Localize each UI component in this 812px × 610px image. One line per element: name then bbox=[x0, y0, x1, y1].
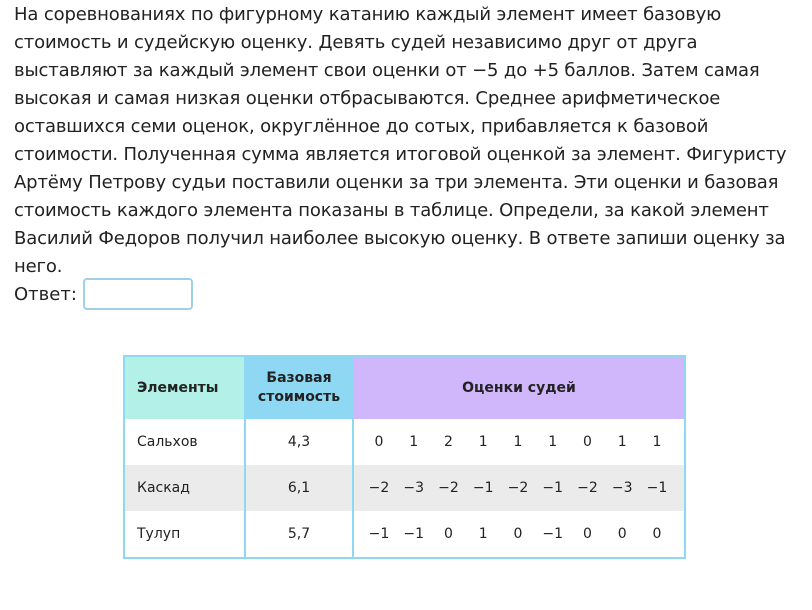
score-cell: 0 bbox=[374, 434, 384, 450]
score-cell: −2 bbox=[507, 480, 529, 496]
judge-scores bbox=[353, 465, 685, 511]
table-row bbox=[124, 419, 685, 465]
score-cell: 1 bbox=[652, 434, 662, 450]
header-base-cost bbox=[245, 356, 353, 419]
score-cell: −1 bbox=[542, 480, 564, 496]
table-header-row bbox=[124, 356, 685, 419]
score-cell: −3 bbox=[611, 480, 633, 496]
score-cell: 1 bbox=[513, 434, 523, 450]
header-base-line2: стоимость bbox=[257, 389, 341, 405]
score-cell: 1 bbox=[548, 434, 558, 450]
element-name: Каскад bbox=[124, 465, 245, 511]
score-cell: 1 bbox=[478, 434, 488, 450]
score-cell: 0 bbox=[444, 526, 453, 542]
base-cost: 6,1 bbox=[245, 465, 353, 511]
element-name: Тулуп bbox=[124, 511, 245, 558]
score-cell: 1 bbox=[478, 526, 488, 542]
base-cost: 4,3 bbox=[245, 419, 353, 465]
scores-table bbox=[123, 355, 686, 559]
table-row bbox=[124, 511, 685, 558]
score-cell: −1 bbox=[542, 526, 564, 542]
scores-row bbox=[364, 434, 672, 450]
header-elements: Элементы bbox=[124, 356, 245, 419]
element-name: Сальхов bbox=[124, 419, 245, 465]
score-cell: 1 bbox=[617, 434, 627, 450]
score-cell: 0 bbox=[583, 526, 592, 542]
answer-row bbox=[14, 276, 193, 312]
score-cell: 0 bbox=[617, 526, 627, 542]
score-cell: −1 bbox=[646, 480, 668, 496]
score-cell: −1 bbox=[368, 526, 390, 542]
score-cell: −3 bbox=[403, 480, 425, 496]
judge-scores bbox=[353, 419, 685, 465]
score-cell: 1 bbox=[409, 434, 419, 450]
header-judge-scores: Оценки судей bbox=[353, 356, 685, 419]
scores-row bbox=[364, 480, 672, 496]
score-cell: 2 bbox=[444, 434, 453, 450]
score-cell: 0 bbox=[652, 526, 662, 542]
problem-text: На соревнованиях по фигурному катанию каждый элемент имеет базовую стоимость и судейскую оценку. Девять судей независимо друг от друга выставляют за каждый элемент свои оценки от −5 до +5 баллов. Затем самая высокая и самая низкая оценки отбрасываются. Среднее арифметическое оставшихся семи оценок, округлённое до сотых, прибавляется к базовой стоимости. Полученная сумма является итоговой оценкой за элемент. Фигуристу Артёму Петрову судьи поставили оценки за три элемента. Эти оценки и базовая стоимость каждого элемента показаны в таблице. Определи, за какой элемент Василий Федоров получил наиболее высокую оценку. В ответе запиши оценку за него. bbox=[14, 4, 787, 277]
score-cell: −2 bbox=[368, 480, 390, 496]
judge-scores bbox=[353, 511, 685, 558]
table-row bbox=[124, 465, 685, 511]
score-cell: −2 bbox=[577, 480, 598, 496]
answer-input[interactable] bbox=[83, 278, 193, 310]
score-cell: −2 bbox=[438, 480, 459, 496]
score-cell: 0 bbox=[513, 526, 523, 542]
score-cell: −1 bbox=[472, 480, 494, 496]
answer-label: Ответ: bbox=[14, 283, 77, 305]
score-cell: 0 bbox=[583, 434, 592, 450]
scores-row bbox=[364, 526, 672, 542]
base-cost: 5,7 bbox=[245, 511, 353, 558]
score-cell: −1 bbox=[403, 526, 425, 542]
header-base-line1: Базовая bbox=[266, 370, 332, 386]
